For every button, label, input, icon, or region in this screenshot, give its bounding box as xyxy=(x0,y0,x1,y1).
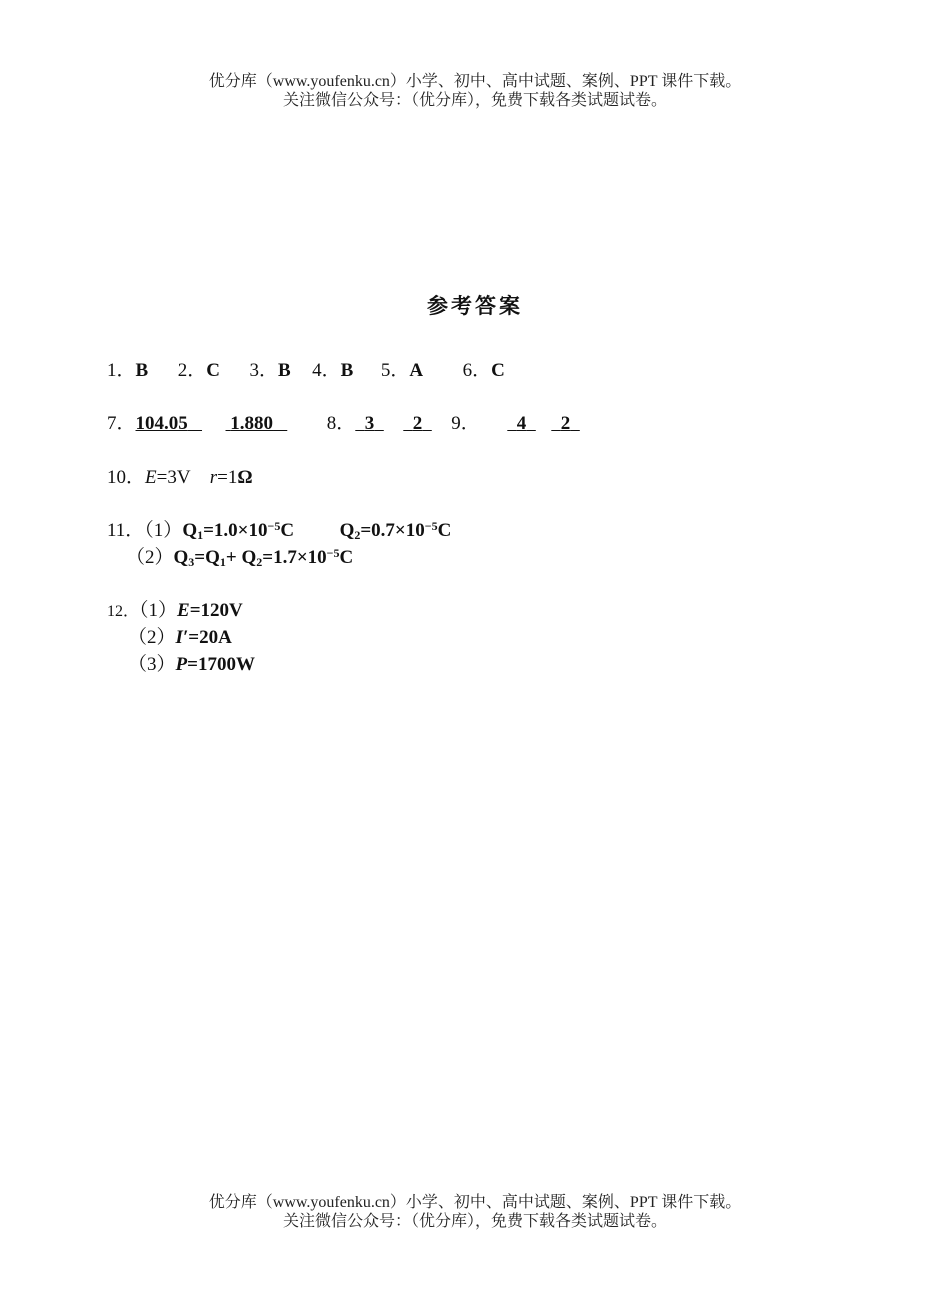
answers-7-9 xyxy=(107,411,580,437)
answer-10 xyxy=(107,465,253,491)
q12-i-value: =20A xyxy=(188,627,232,648)
q2-answer: C xyxy=(206,360,220,381)
q12-e-symbol: E xyxy=(177,600,190,621)
q8-blank-1: 3 xyxy=(364,413,375,434)
q5-answer: A xyxy=(409,360,424,381)
q10-e-value: =3V xyxy=(156,467,191,488)
answer-11-part-1 xyxy=(107,518,451,544)
header-line-2: 关注微信公众号：（优分库），免费下载各类试题试卷。 xyxy=(282,92,667,109)
q12-e-value: =120V xyxy=(189,600,243,621)
q11-part1-label: （1） xyxy=(144,520,183,541)
footer-line-1: 优分库（www.youfenku.cn）小学、初中、高中试题、案例、PPT 课件下载。 xyxy=(208,1194,742,1211)
q3-answer: B xyxy=(277,360,291,381)
q10-r-value: =1 xyxy=(217,467,238,488)
footer-line-2: 关注微信公众号：（优分库），免费下载各类试题试卷。 xyxy=(282,1213,667,1230)
q11-q2: $Q_2=0.7\times 10^{-5}C$ xyxy=(339,519,452,542)
q9-blank-2: 2 xyxy=(560,413,571,434)
q7-blank-2: 1.880 xyxy=(230,413,274,434)
q12-p-symbol: P xyxy=(175,654,188,675)
answer-12-part-3 xyxy=(128,652,255,678)
q10-e-symbol: E xyxy=(145,467,157,488)
q11-part2-label: （2） xyxy=(126,547,174,568)
q8-blank-2: 2 xyxy=(412,413,423,434)
q1-answer: B xyxy=(135,360,149,381)
q11-number: 11． xyxy=(107,520,145,541)
footer-watermark xyxy=(0,1193,950,1231)
answer-11-part-2 xyxy=(126,545,353,571)
answer-12-part-2 xyxy=(128,625,232,651)
page-title: 参考答案 xyxy=(427,294,523,318)
q7-blank-1: 104.05 xyxy=(135,413,188,434)
q11-q3: $Q_3=Q_1+ Q_2=1.7\times 10^{-5}C$ xyxy=(173,546,354,569)
q10-r-unit: Ω xyxy=(237,467,253,488)
q12-part2-label: （2） xyxy=(128,627,176,648)
header-line-1: 优分库（www.youfenku.cn）小学、初中、高中试题、案例、PPT 课件下载。 xyxy=(208,73,742,90)
q10-number: 10． xyxy=(107,467,146,488)
q8-number: 8． xyxy=(326,413,356,434)
q10-r-symbol: r xyxy=(209,467,218,488)
q12-p-value: =1700W xyxy=(187,654,255,675)
q9-blank-1: 4 xyxy=(516,413,527,434)
q6-number: 6． xyxy=(462,360,492,381)
q3-number: 3． xyxy=(249,360,278,381)
q1-number: 1． xyxy=(107,360,136,381)
q6-answer: C xyxy=(491,360,505,381)
q12-i-symbol: I′ xyxy=(175,627,189,648)
header-watermark xyxy=(0,72,950,110)
answers-1-6 xyxy=(107,358,505,384)
q7-number: 7． xyxy=(107,413,136,434)
q9-number: 9． xyxy=(451,413,480,434)
answer-12-part-1 xyxy=(107,598,243,625)
q5-number: 5． xyxy=(380,360,410,381)
q2-number: 2． xyxy=(177,360,207,381)
q12-part3-label: （3） xyxy=(128,654,176,675)
q12-part1-label: （1） xyxy=(139,600,178,621)
q11-q1: $Q_1=1.0\times 10^{-5}C$ xyxy=(182,519,295,542)
q12-number: 12． xyxy=(107,603,140,620)
q4-answer: B xyxy=(340,360,354,381)
q4-number: 4． xyxy=(312,360,341,381)
